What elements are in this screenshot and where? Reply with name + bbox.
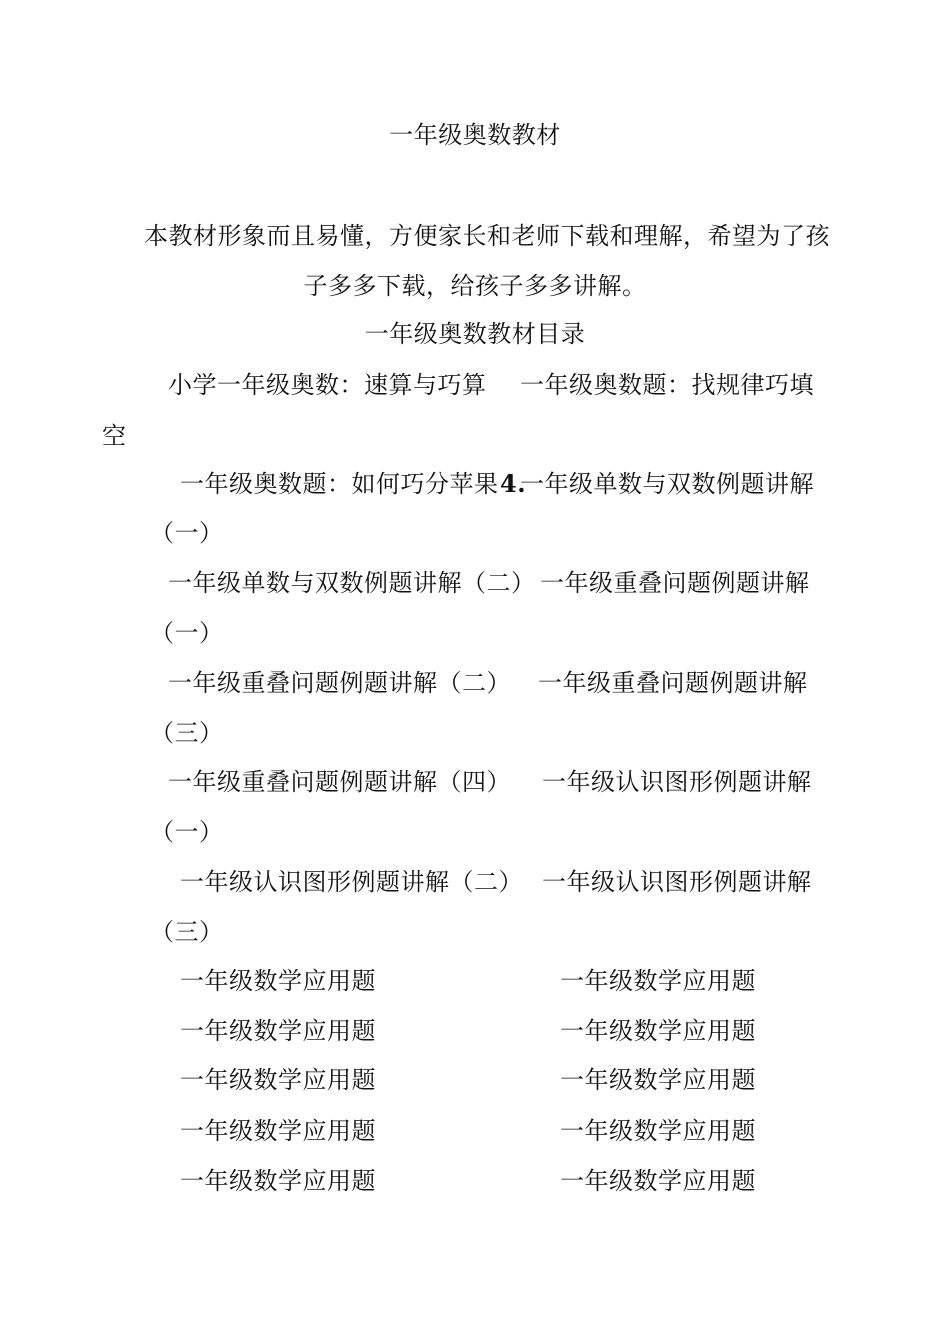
doc-title: 一年级奥数教材 — [389, 121, 561, 149]
toc-item: 一年级奥数题：找规律巧填 — [520, 371, 814, 399]
toc-item: 一年级单数与双数例题讲解 — [520, 470, 814, 498]
toc-item: 一年级认识图形例题讲解 — [542, 868, 812, 896]
applied-item: 一年级数学应用题 — [180, 1066, 376, 1094]
applied-item: 一年级数学应用题 — [560, 1117, 756, 1145]
toc-item: 一年级认识图形例题讲解 — [542, 768, 812, 796]
applied-item: 一年级数学应用题 — [560, 1066, 756, 1094]
intro-line-1: 本教材形象而且易懂，方便家长和老师下载和理解，希望为了孩 — [144, 222, 830, 250]
applied-item: 一年级数学应用题 — [560, 967, 756, 995]
toc-item: 小学一年级奥数：速算与巧算 — [168, 371, 487, 399]
toc-item: 一年级重叠问题例题讲解（二） — [168, 669, 511, 697]
toc-item: 一年级单数与双数例题讲解（二） — [168, 569, 536, 597]
toc-item-number: 4. — [500, 469, 527, 498]
toc-item: 一年级重叠问题例题讲解 — [540, 569, 810, 597]
applied-item: 一年级数学应用题 — [180, 1167, 376, 1195]
toc-item-wrap: （三） — [150, 719, 224, 747]
toc-item: 一年级认识图形例题讲解（二） — [180, 868, 523, 896]
toc-item: 一年级重叠问题例题讲解（四） — [168, 768, 511, 796]
applied-item: 一年级数学应用题 — [560, 1167, 756, 1195]
applied-item: 一年级数学应用题 — [180, 1017, 376, 1045]
applied-item: 一年级数学应用题 — [180, 967, 376, 995]
toc-item-wrap: （三） — [150, 918, 224, 946]
applied-item: 一年级数学应用题 — [180, 1117, 376, 1145]
toc-item-wrap: （一） — [150, 519, 224, 547]
toc-item: 一年级奥数题：如何巧分苹果 — [180, 470, 499, 498]
toc-item-wrap: （一） — [150, 818, 224, 846]
toc-item: 一年级重叠问题例题讲解 — [538, 669, 808, 697]
applied-item: 一年级数学应用题 — [560, 1017, 756, 1045]
intro-line-2: 子多多下载，给孩子多多讲解。 — [303, 272, 647, 300]
toc-title: 一年级奥数教材目录 — [364, 320, 586, 348]
toc-item-wrap: （一） — [150, 619, 224, 647]
toc-item-wrap: 空 — [102, 422, 127, 450]
